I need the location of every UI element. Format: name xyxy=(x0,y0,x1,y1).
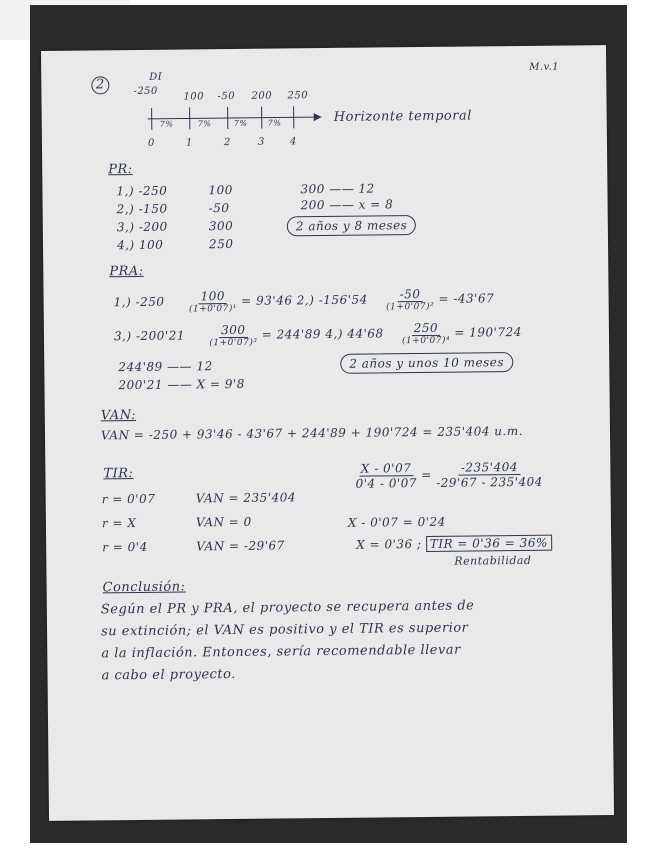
timeline-flow-2: -50 xyxy=(217,90,236,103)
pra-rule-2: 200'21 —— X = 9'8 xyxy=(118,376,245,393)
tir-row-2-r: r = X xyxy=(101,516,137,531)
conclusion-heading: Conclusión: xyxy=(102,579,186,596)
timeline-rate-4: 7% xyxy=(267,118,282,128)
tir-row-3-r: r = 0'4 xyxy=(102,539,148,555)
pr-row-2-left: 2,) -150 xyxy=(116,201,168,217)
pr-rule-2: 200 —— x = 8 xyxy=(300,197,394,213)
pr-row-1-left: 1,) -250 xyxy=(116,183,168,199)
timeline-di-label: DI xyxy=(149,71,163,83)
timeline-axis-label: Horizonte temporal xyxy=(333,108,472,125)
pra-2-fraction: $\frac{-50}{\text{(1+0'07)²}}$ xyxy=(386,287,435,313)
pra-line2 xyxy=(114,320,522,349)
conclusion-line-4: a cabo el proyecto. xyxy=(101,666,236,684)
tir-step-1: X - 0'07 = 0'24 xyxy=(347,514,446,530)
timeline-flow-1: 100 xyxy=(183,91,205,103)
pra-1-fraction: $\frac{100}{\text{(1+0'07)¹}}$ xyxy=(188,289,238,315)
period-2: 2 xyxy=(223,136,231,149)
period-3: 3 xyxy=(257,136,265,148)
timeline-rate-2: 7% xyxy=(197,119,212,129)
pra-rule-1: 244'89 —— 12 xyxy=(118,359,213,375)
pra-heading: PRA: xyxy=(109,263,144,280)
timeline-rate-3: 7% xyxy=(233,118,248,128)
tir-step-2: X = 0'36 ; TIR = 0'36 = 36% xyxy=(356,536,552,552)
pr-row-3-left: 3,) -200 xyxy=(116,219,168,235)
tir-left-fraction: $\frac{X - 0'07}{0'4 - 0'07}$ xyxy=(355,461,418,491)
pr-rule-1: 300 —— 12 xyxy=(300,181,375,197)
tir-heading: TIR: xyxy=(103,466,134,482)
timeline-flow-3: 200 xyxy=(251,90,273,102)
page-reference: M.v.1 xyxy=(529,61,560,73)
pra-1-result: = 93'46 2,) -156'54 xyxy=(241,292,368,308)
pr-row-4-right: 250 xyxy=(208,236,234,252)
tir-row-1-r: r = 0'07 xyxy=(101,491,156,507)
tir-row-3-van: VAN = -29'67 xyxy=(196,538,285,554)
tir-equation: $\frac{X - 0'07}{0'4 - 0'07}$ = $\frac{-235'404}{-29'67 - 235'404}$ xyxy=(355,460,543,491)
van-heading: VAN: xyxy=(100,408,137,424)
notebook-page xyxy=(41,45,614,821)
tir-row-1-van: VAN = 235'404 xyxy=(195,490,297,506)
pr-row-3-right: 300 xyxy=(208,218,234,234)
pra-2-result: = -43'67 xyxy=(438,291,495,306)
tir-row-2-van: VAN = 0 xyxy=(195,514,252,530)
pr-result: 2 años y 8 meses xyxy=(287,215,417,236)
pr-heading: PR: xyxy=(108,162,133,178)
pra-line1 xyxy=(113,286,494,315)
conclusion-line-3: a la inflación. Entonces, sería recomendable llevar xyxy=(101,642,461,662)
tir-boxed-result: TIR = 0'36 = 36% xyxy=(426,535,552,552)
conclusion-line-1: Según el PR y PRA, el proyecto se recupera antes de xyxy=(100,598,475,618)
pra-3-result: = 244'89 4,) 44'68 xyxy=(261,326,384,342)
tir-right-fraction: $\frac{-235'404}{-29'67 - 235'404}$ xyxy=(436,460,543,490)
pra-1-label: 1,) -250 xyxy=(113,294,165,310)
pra-3-fraction: $\frac{300}{\text{(1+0'07)³}}$ xyxy=(209,322,258,349)
problem-number: 2 xyxy=(91,76,109,94)
pra-result: 2 años y unos 10 meses xyxy=(340,352,513,374)
pra-4-result: = 190'724 xyxy=(454,324,522,340)
timeline-rate-1: 7% xyxy=(159,119,174,129)
pra-4-fraction: $\frac{250}{\text{(1+0'07)⁴}}$ xyxy=(401,320,451,347)
pr-row-1-right: 100 xyxy=(208,182,233,198)
period-0: 0 xyxy=(147,137,155,149)
van-formula: VAN = -250 + 93'46 - 43'67 + 244'89 + 190'724 = 235'404 u.m. xyxy=(100,423,524,443)
timeline-flow-4: 250 xyxy=(287,90,309,102)
tir-note: Rentabilidad xyxy=(454,553,532,568)
pr-row-2-right: -50 xyxy=(208,201,230,216)
period-4: 4 xyxy=(289,136,297,148)
conclusion-line-2: su extinción; el VAN es positivo y el TIR es superior xyxy=(100,620,469,640)
pra-3-label: 3,) -200'21 xyxy=(113,328,186,344)
pr-row-4-left: 4,) 100 xyxy=(116,237,164,253)
timeline-flow-0: -250 xyxy=(133,85,158,98)
period-1: 1 xyxy=(185,137,193,149)
